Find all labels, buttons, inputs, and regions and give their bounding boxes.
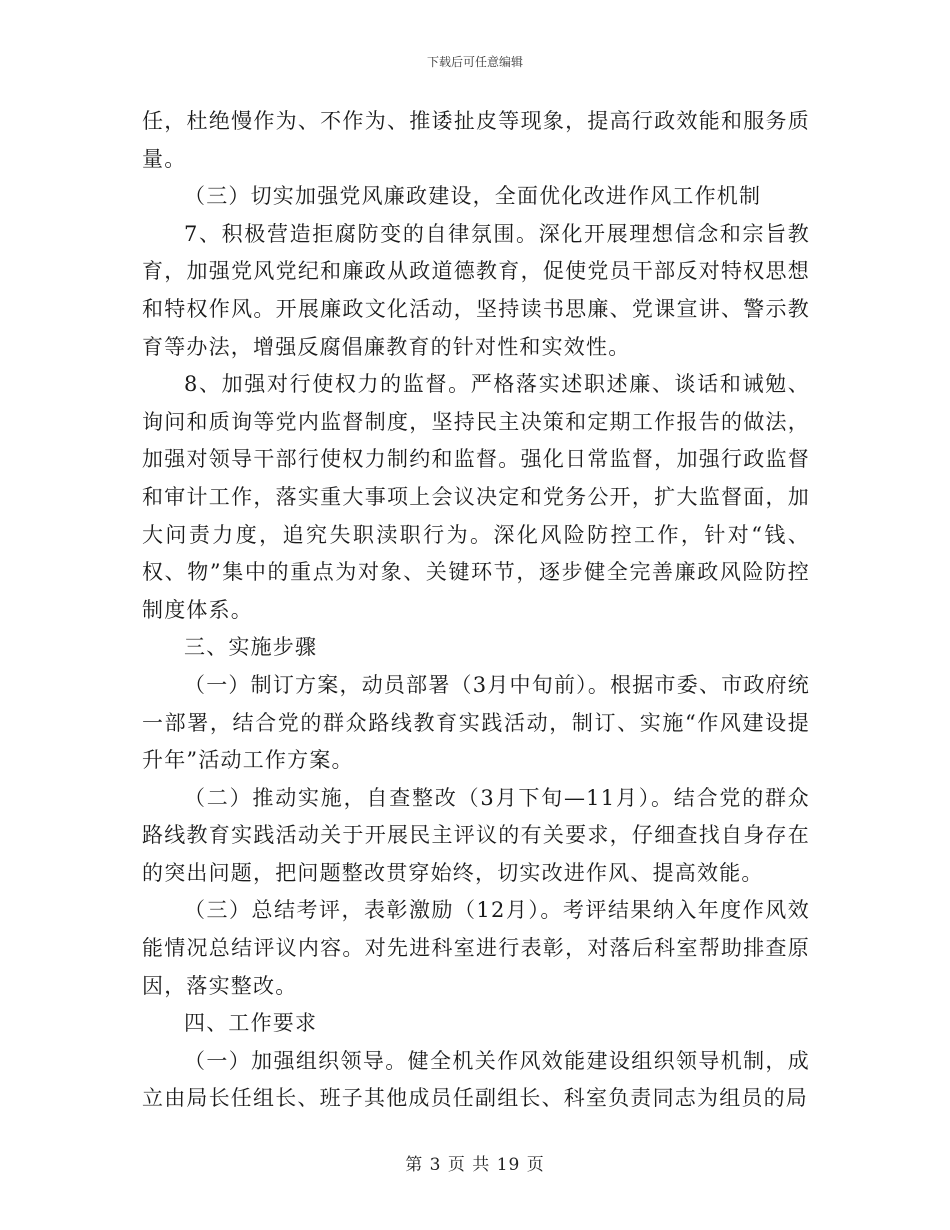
document-body: [142, 103, 810, 1118]
paragraph: （一）加强组织领导。健全机关作风效能建设组织领导机制，成立由局长任组长、班子其他成员任副组长、科室负责同志为组员的局: [142, 1048, 810, 1111]
page-footer: 第 3 页 共 19 页: [405, 1155, 545, 1175]
paragraph: （三）总结考评，表彰激励（12月）。考评结果纳入年度作风效能情况总结评议内容。对先进科室进行表彰，对落后科室帮助排查原因，落实整改。: [142, 898, 810, 998]
page-header: 下载后可任意编辑: [426, 55, 523, 69]
section-heading: 四、工作要求: [184, 1011, 318, 1036]
paragraph: 7、积极营造拒腐防变的自律氛围。深化开展理想信念和宗旨教育，加强党风党纪和廉政从政道德教育，促使党员干部反对特权思想和特权作风。开展廉政文化活动，坚持读书思廉、党课宣讲、警示教育等办法，增强反腐倡廉教育的针对性和实效性。: [142, 221, 810, 359]
paragraph: （一）制订方案，动员部署（3月中旬前）。根据市委、市政府统一部署，结合党的群众路线教育实践活动，制订、实施“作风建设提升年”活动工作方案。: [142, 672, 810, 773]
paragraph: 8、加强对行使权力的监督。严格落实述职述廉、谈话和诫勉、询问和质询等党内监督制度，坚持民主决策和定期工作报告的做法，加强对领导干部行使权力制约和监督。强化日常监督，加强行政监督和审计工作，落实重大事项上会议决定和党务公开，扩大监督面，加大问责力度，追究失职渎职行为。深化风险防控工作，针对“钱、权、物”集中的重点为对象、关键环节，逐步健全完善廉政风险防控制度体系。: [142, 372, 810, 622]
paragraph: 任，杜绝慢作为、不作为、推诿扯皮等现象，提高行政效能和服务质量。: [142, 109, 810, 171]
section-heading: 三、实施步骤: [184, 635, 318, 660]
paragraph: （二）推动实施，自查整改（3月下旬—11月）。结合党的群众路线教育实践活动关于开展民主评议的有关要求，仔细查找自身存在的突出问题，把问题整改贯穿始终，切实改进作风、提高效能。: [142, 785, 810, 885]
section-heading: （三）切实加强党风廉政建设，全面优化改进作风工作机制: [184, 184, 762, 209]
